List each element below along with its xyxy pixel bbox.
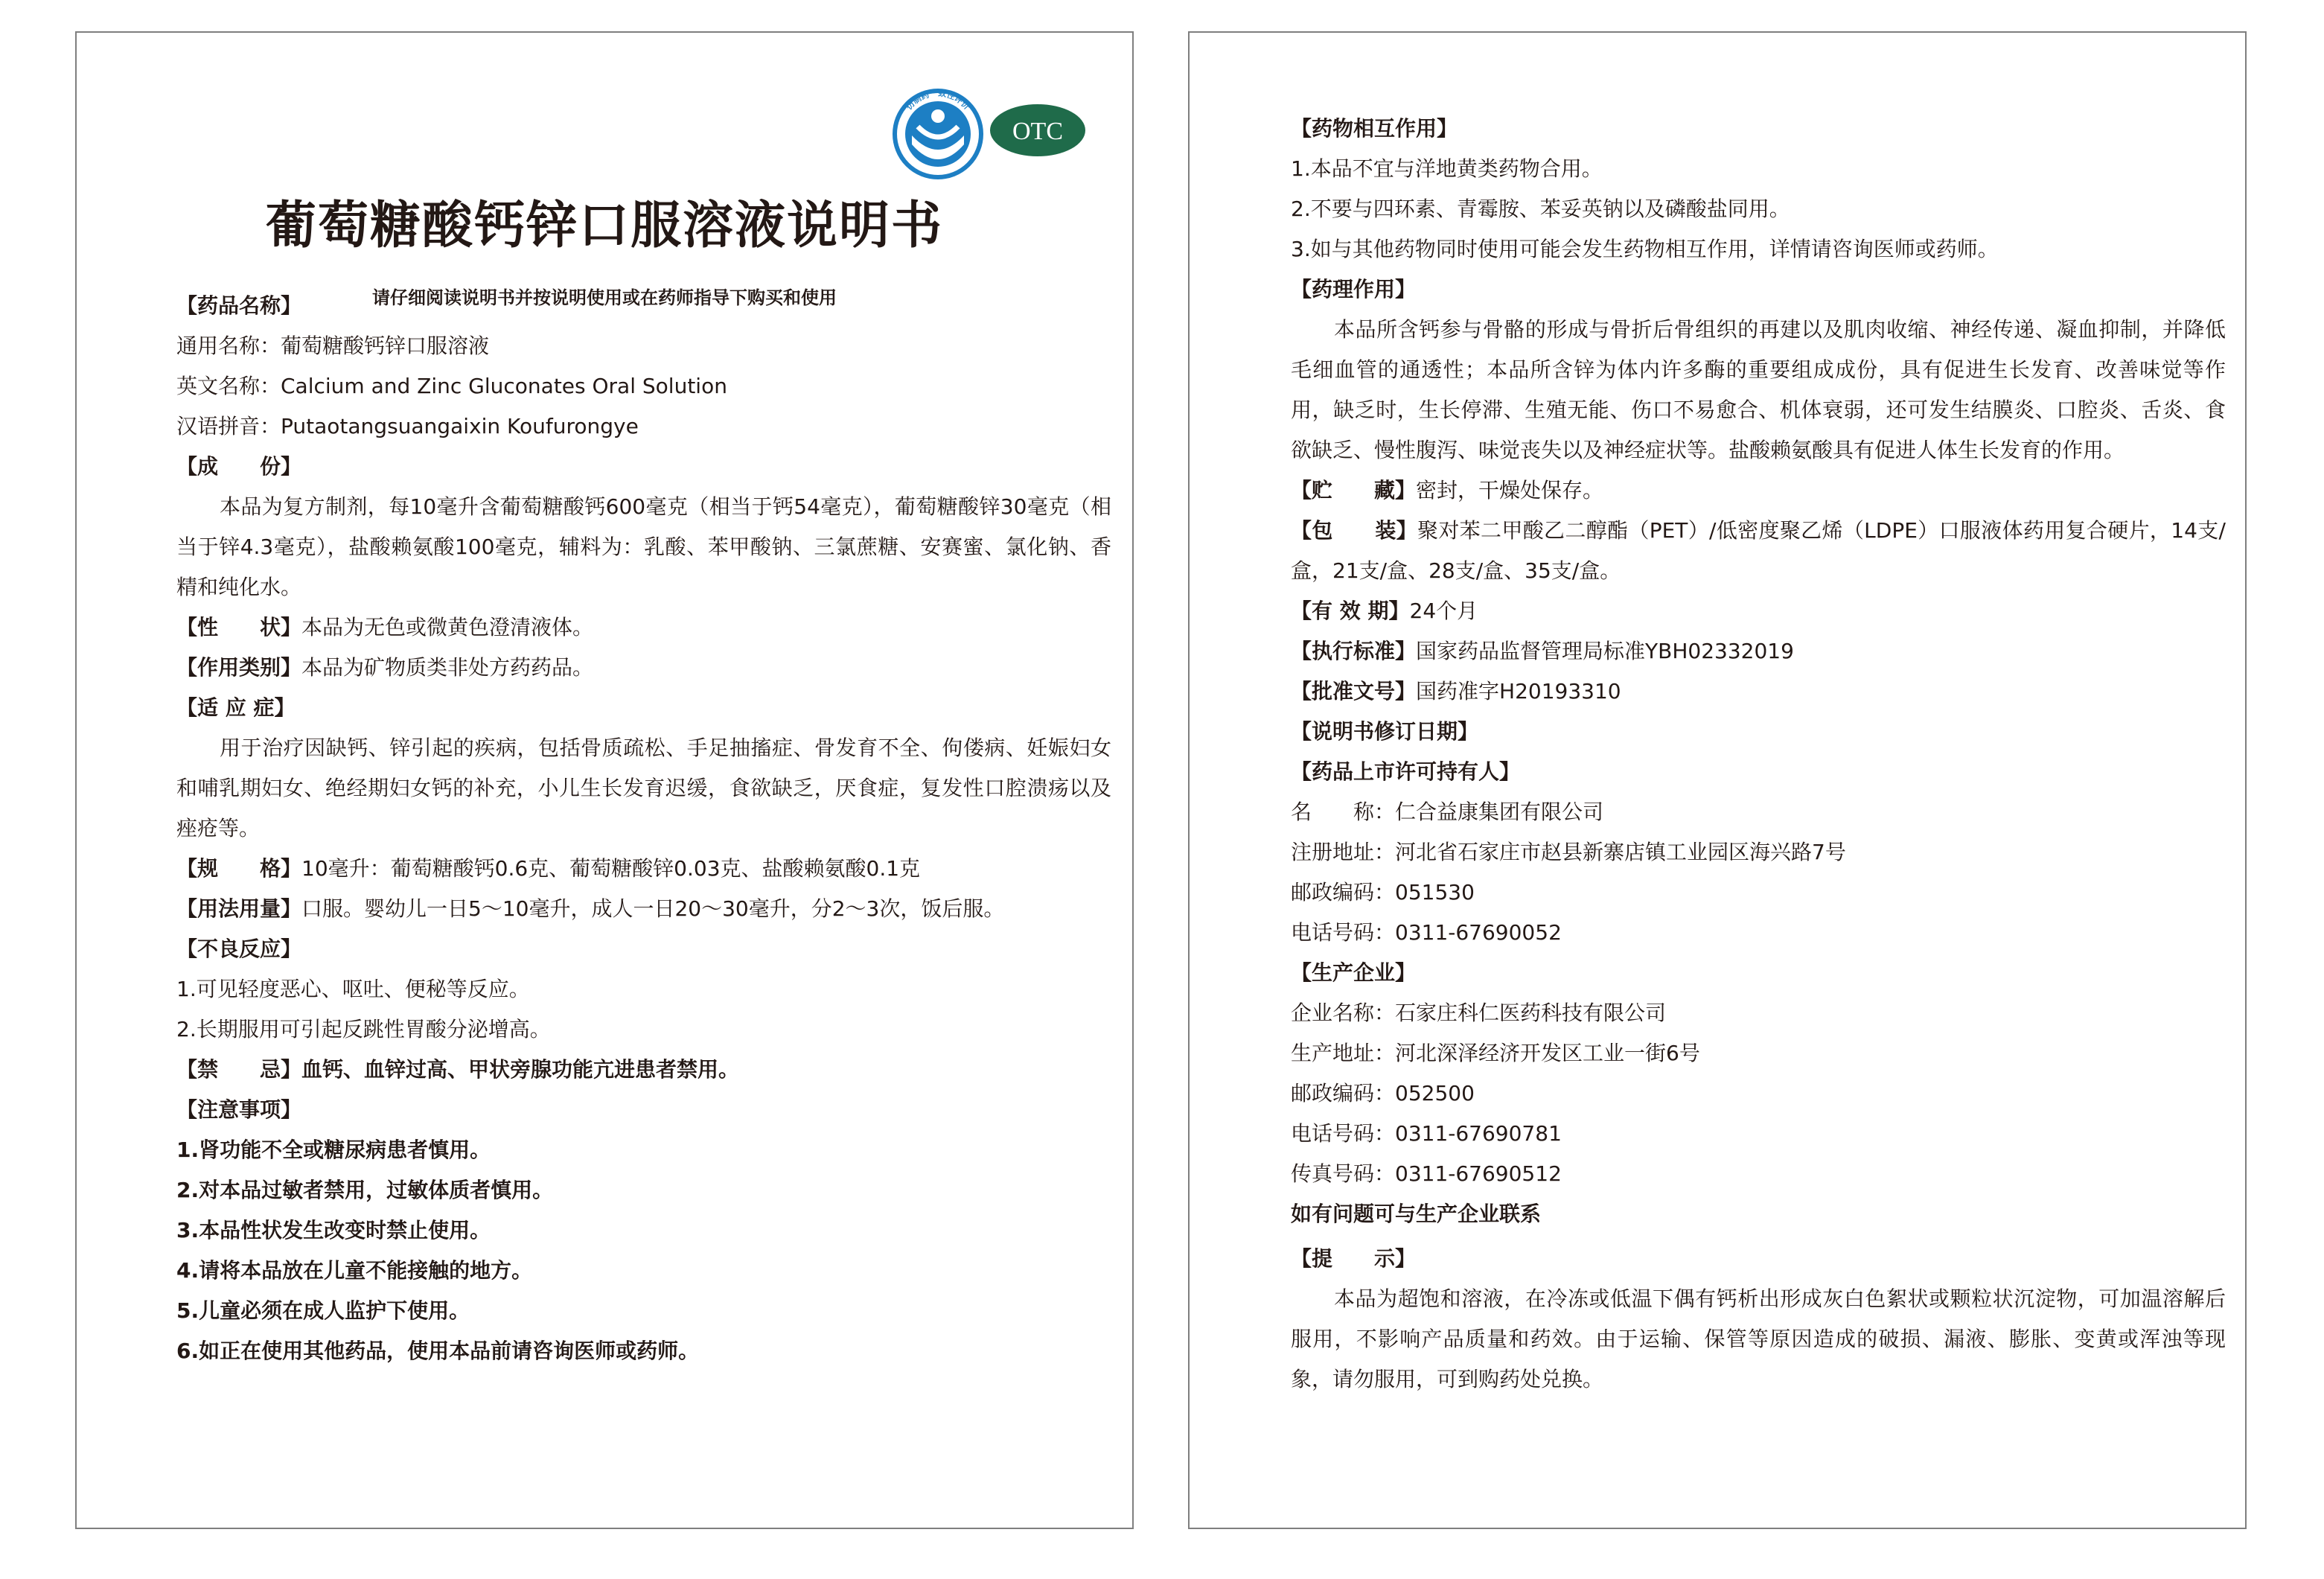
section-row <box>1291 591 2226 631</box>
text-line: 电话号码：0311-67690781 <box>1291 1121 1562 1146</box>
section-row <box>176 889 1111 929</box>
precaution-item: 5.儿童必须在成人监护下使用。 <box>176 1298 470 1323</box>
section-value: 本品为矿物质类非处方药药品。 <box>301 655 594 680</box>
text-line: 3.如与其他药物同时使用可能会发生药物相互作用，详情请咨询医师或药师。 <box>1291 237 1999 261</box>
text-line: 2.不要与四环素、青霉胺、苯妥英钠以及磷酸盐同用。 <box>1291 197 1790 221</box>
otc-label: OTC <box>1012 118 1063 145</box>
section-value: 聚对苯二甲酸乙二醇酯（PET）/低密度聚乙烯（LDPE）口服液体药用复合硬片，14支/盒，21支/盒、28支/盒、35支/盒。 <box>1291 518 2226 583</box>
section-value: 10毫升：葡萄糖酸钙0.6克、葡萄糖酸锌0.03克、盐酸赖氨酸0.1克 <box>301 856 921 881</box>
section-heading: 【说明书修订日期】 <box>1291 719 1479 744</box>
section-heading: 【用法用量】 <box>176 896 302 921</box>
indications-paragraph: 用于治疗因缺钙、锌引起的疾病，包括骨质疏松、手足抽搐症、骨发育不全、佝偻病、妊娠妇女和哺乳期妇女、绝经期妇女钙的补充，小儿生长发育迟缓，食欲缺乏，厌食症，复发性口腔溃疡以及痤疮等。 <box>176 736 1111 840</box>
section-row <box>176 849 1111 889</box>
text-line: 生产地址：河北深泽经济开发区工业一街6号 <box>1291 1041 1700 1065</box>
section-heading: 【规 格】 <box>176 856 302 881</box>
text-line: 邮政编码：051530 <box>1291 880 1475 905</box>
section-row <box>1291 672 2226 712</box>
text-line: 1.本品不宜与洋地黄类药物合用。 <box>1291 156 1603 181</box>
pharmacology-paragraph: 本品所含钙参与骨骼的形成与骨折后骨组织的再建以及肌肉收缩、神经传递、凝血抑制，并降低毛细血管的通透性；本品所含锌为体内许多酶的重要组成成份，具有促进生长发育、改善味觉等作用，缺乏时，生长停滞、生殖无能、伤口不易愈合、机体衰弱，还可发生结膜炎、口腔炎、舌炎、食欲缺乏、慢性腹泻、味觉丧失以及神经症状等。盐酸赖氨酸具有促进人体生长发育的作用。 <box>1291 317 2226 462</box>
section-heading: 【作用类别】 <box>176 655 302 680</box>
text-line: 传真号码：0311-67690512 <box>1291 1161 1562 1186</box>
text-line: 英文名称：Calcium and Zinc Gluconates Oral Solution <box>176 374 727 398</box>
right-content <box>1291 109 2226 1400</box>
section-heading: 【药物相互作用】 <box>1291 116 1458 141</box>
section-value: 口服。婴幼儿一日5～10毫升，成人一日20～30毫升，分2～3次，饭后服。 <box>301 896 1005 921</box>
text-line: 汉语拼音：Putaotangsuangaixin Koufurongye <box>176 414 639 438</box>
section-heading: 【注意事项】 <box>176 1097 302 1122</box>
text-line: 电话号码：0311-67690052 <box>1291 920 1562 945</box>
text-line: 2.长期服用可引起反跳性胃酸分泌增高。 <box>176 1017 551 1041</box>
section-heading: 【适 应 症】 <box>176 695 296 720</box>
section-value: 本品为无色或微黄色澄清液体。 <box>301 615 594 639</box>
section-heading: 【执行标准】 <box>1291 639 1417 663</box>
svg-text:仿制药一致性评价: 仿制药一致性评价 <box>904 88 972 112</box>
section-heading: 【不良反应】 <box>176 937 302 961</box>
section-heading: 【包 装】 <box>1291 518 1418 543</box>
contraindications-line: 【禁 忌】血钙、血锌过高、甲状旁腺功能亢进患者禁用。 <box>176 1057 740 1082</box>
page-title: 葡萄糖酸钙锌口服溶液说明书 <box>265 197 943 255</box>
section-value: 密封，干燥处保存。 <box>1416 478 1604 503</box>
section-heading: 【有 效 期】 <box>1291 599 1410 623</box>
section-heading: 【批准文号】 <box>1291 679 1417 704</box>
text-line: 名 称：仁合益康集团有限公司 <box>1291 800 1604 824</box>
section-heading: 【成 份】 <box>176 454 302 479</box>
text-line: 企业名称：石家庄科仁医药科技有限公司 <box>1291 1001 1667 1025</box>
section-heading: 【药品名称】 <box>176 293 302 318</box>
section-row <box>176 607 1111 648</box>
ingredients-paragraph: 本品为复方制剂，每10毫升含葡萄糖酸钙600毫克（相当于钙54毫克），葡萄糖酸锌30毫克（相当于锌4.3毫克），盐酸赖氨酸100毫克，辅料为：乳酸、苯甲酸钠、三氯蔗糖、安赛蜜、氯化钠、香精和纯化水。 <box>176 494 1111 599</box>
precaution-item: 1.肾功能不全或糖尿病患者慎用。 <box>176 1138 491 1162</box>
notice-paragraph: 本品为超饱和溶液，在冷冻或低温下偶有钙析出形成灰白色絮状或颗粒状沉淀物，可加温溶解后服用，不影响产品质量和药效。由于运输、保管等原因造成的破损、漏液、膨胀、变黄或浑浊等现象，请勿服用，可到购药处兑换。 <box>1291 1286 2226 1391</box>
section-row <box>176 648 1111 688</box>
section-heading: 【提 示】 <box>1291 1246 1417 1271</box>
text-line: 1.可见轻度恶心、呕吐、便秘等反应。 <box>176 977 530 1001</box>
section-heading: 【药品上市许可持有人】 <box>1291 759 1521 784</box>
left-content <box>176 286 1111 1371</box>
otc-badge-icon <box>988 102 1088 159</box>
text-line: 注册地址：河北省石家庄市赵县新寨店镇工业园区海兴路7号 <box>1291 840 1846 864</box>
precaution-item: 2.对本品过敏者禁用，过敏体质者慎用。 <box>176 1178 554 1202</box>
section-row <box>1291 631 2226 672</box>
contact-note: 如有问题可与生产企业联系 <box>1291 1202 1542 1226</box>
text-line: 通用名称：葡萄糖酸钙锌口服溶液 <box>176 334 490 358</box>
section-heading: 【药理作用】 <box>1291 277 1417 302</box>
page-subtitle: 请仔细阅读说明书并按说明使用或在药师指导下购买和使用 <box>372 287 837 308</box>
precaution-item: 6.如正在使用其他药品，使用本品前请咨询医师或药师。 <box>176 1339 700 1363</box>
section-value: 国家药品监督管理局标准YBH02332019 <box>1416 639 1794 663</box>
page-left <box>75 31 1134 1529</box>
consistency-evaluation-seal-icon <box>891 83 985 185</box>
packaging-row <box>1291 511 2226 591</box>
section-heading: 【生产企业】 <box>1291 960 1417 985</box>
section-value: 24个月 <box>1409 599 1478 623</box>
section-heading: 【性 状】 <box>176 615 302 639</box>
precaution-item: 4.请将本品放在儿童不能接触的地方。 <box>176 1258 533 1283</box>
section-heading: 【贮 藏】 <box>1291 478 1417 503</box>
section-row <box>1291 470 2226 511</box>
section-value: 国药准字H20193310 <box>1416 679 1621 704</box>
precaution-item: 3.本品性状发生改变时禁止使用。 <box>176 1218 491 1243</box>
page-right <box>1188 31 2247 1529</box>
text-line: 邮政编码：052500 <box>1291 1081 1475 1106</box>
